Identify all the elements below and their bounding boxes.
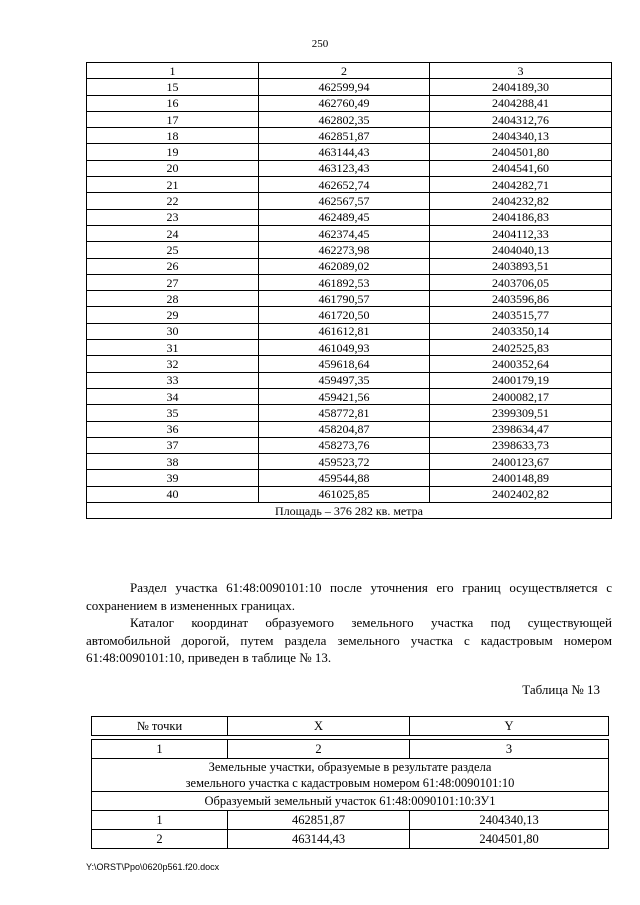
file-path-footer: Y:\ORST\Ppo\0620p561.f20.docx (86, 862, 220, 872)
table-cell: 2400179,19 (430, 372, 612, 388)
table-cell: 2404232,82 (430, 193, 612, 209)
table-cell: 2398633,73 (430, 437, 612, 453)
table-cell: 2404186,83 (430, 209, 612, 225)
table-cell: 34 (87, 388, 259, 404)
table-row (87, 437, 612, 453)
table-row (87, 372, 612, 388)
area-row (87, 503, 612, 519)
table-row (87, 421, 612, 437)
table-cell: 2400148,89 (430, 470, 612, 486)
table-cell: 28 (87, 291, 259, 307)
table-cell: 2404112,33 (430, 225, 612, 241)
table-row (87, 95, 612, 111)
table-cell: 461025,85 (259, 486, 430, 502)
table-cell: 462567,57 (259, 193, 430, 209)
header-cell-y: Y (410, 717, 609, 736)
table-cell: 2402402,82 (430, 486, 612, 502)
table-cell: 462599,94 (259, 79, 430, 95)
table-cell: 462851,87 (228, 811, 410, 830)
table-row (87, 128, 612, 144)
table-row (87, 307, 612, 323)
subsection-title-cell: Образуемый земельный участок 61:48:0090101:10:ЗУ1 (92, 792, 609, 811)
table-cell: 459497,35 (259, 372, 430, 388)
table-cell: 2404189,30 (430, 79, 612, 95)
table-cell: 461892,53 (259, 274, 430, 290)
table-row (87, 193, 612, 209)
subsection-title-row (92, 792, 609, 811)
table-cell: 24 (87, 225, 259, 241)
table-cell: 2404501,80 (410, 830, 609, 849)
header-cell: 2 (259, 63, 430, 79)
table-cell: 15 (87, 79, 259, 95)
table-cell: 2403596,86 (430, 291, 612, 307)
table-cell: 458772,81 (259, 405, 430, 421)
table-row (87, 356, 612, 372)
header-cell: 1 (87, 63, 259, 79)
area-cell: Площадь – 376 282 кв. метра (87, 503, 612, 519)
table-row (87, 291, 612, 307)
table-cell: 462489,45 (259, 209, 430, 225)
table-row (87, 323, 612, 339)
table-cell: 16 (87, 95, 259, 111)
table-cell: 462273,98 (259, 242, 430, 258)
page-number: 250 (311, 38, 329, 50)
table-row (92, 830, 609, 849)
table-cell: 2404340,13 (410, 811, 609, 830)
table-row (87, 258, 612, 274)
table-row (87, 144, 612, 160)
table-13 (91, 716, 609, 849)
header-cell: 3 (430, 63, 612, 79)
column-number-cell: 3 (410, 740, 609, 759)
paragraph-catalog: Каталог координат образуемого земельного участка под существующей автомобильной дорогой, путем раздела земельного участка с кадастровым номером 61:48:0090101:10, приведен в таблице № 13. (86, 615, 612, 665)
table-cell: 23 (87, 209, 259, 225)
table-cell: 462652,74 (259, 177, 430, 193)
table-cell: 462851,87 (259, 128, 430, 144)
paragraph-division: Раздел участка 61:48:0090101:10 после уточнения его границ осуществляется с сохранением в измененных границах. (86, 580, 612, 613)
table-cell: 461720,50 (259, 307, 430, 323)
table-cell: 459618,64 (259, 356, 430, 372)
table-cell: 459544,88 (259, 470, 430, 486)
coordinates-table (86, 62, 612, 519)
table-caption: Таблица № 13 (522, 682, 600, 697)
table-cell: 2399309,51 (430, 405, 612, 421)
table-cell: 2400123,67 (430, 454, 612, 470)
table-cell: 2402525,83 (430, 340, 612, 356)
table-row (87, 340, 612, 356)
table-cell: 29 (87, 307, 259, 323)
table-cell: 33 (87, 372, 259, 388)
table-header-row (87, 63, 612, 79)
table-row (87, 177, 612, 193)
table-cell: 462802,35 (259, 111, 430, 127)
table-row (87, 209, 612, 225)
table-row (87, 242, 612, 258)
table-row (92, 811, 609, 830)
table-cell: 35 (87, 405, 259, 421)
table-cell: 2403706,05 (430, 274, 612, 290)
table-cell: 2403350,14 (430, 323, 612, 339)
table-cell: 459421,56 (259, 388, 430, 404)
column-number-row (92, 740, 609, 759)
table-cell: 2398634,47 (430, 421, 612, 437)
table-cell: 36 (87, 421, 259, 437)
table-cell: 1 (92, 811, 228, 830)
table-cell: 462089,02 (259, 258, 430, 274)
table-header-row (92, 717, 609, 736)
table-cell: 38 (87, 454, 259, 470)
table-cell: 19 (87, 144, 259, 160)
table-cell: 463144,43 (228, 830, 410, 849)
table-cell: 31 (87, 340, 259, 356)
table-cell: 2400352,64 (430, 356, 612, 372)
section-title-line: земельного участка с кадастровым номером 61:48:0090101:10 (185, 776, 515, 790)
table-cell: 2404040,13 (430, 242, 612, 258)
table-cell: 18 (87, 128, 259, 144)
table-cell: 2400082,17 (430, 388, 612, 404)
table-row (87, 160, 612, 176)
table-cell: 462374,45 (259, 225, 430, 241)
table-cell: 2404288,41 (430, 95, 612, 111)
table-row (87, 388, 612, 404)
section-title-cell (92, 759, 609, 792)
table-row (87, 454, 612, 470)
table-row (87, 225, 612, 241)
table-row (87, 486, 612, 502)
table-row (87, 274, 612, 290)
table-cell: 22 (87, 193, 259, 209)
table-cell: 458273,76 (259, 437, 430, 453)
table-cell: 461049,93 (259, 340, 430, 356)
section-title-line: Земельные участки, образуемые в результате раздела (208, 760, 492, 774)
table-row (87, 79, 612, 95)
table-row (87, 470, 612, 486)
table-cell: 25 (87, 242, 259, 258)
table-row (87, 405, 612, 421)
table-cell: 459523,72 (259, 454, 430, 470)
table-cell: 26 (87, 258, 259, 274)
table-cell: 2404282,71 (430, 177, 612, 193)
header-cell-x: X (228, 717, 410, 736)
table-cell: 2403893,51 (430, 258, 612, 274)
section-title-row (92, 759, 609, 792)
table-cell: 30 (87, 323, 259, 339)
table-cell: 21 (87, 177, 259, 193)
table-cell: 462760,49 (259, 95, 430, 111)
table-cell: 458204,87 (259, 421, 430, 437)
table-cell: 20 (87, 160, 259, 176)
table-cell: 39 (87, 470, 259, 486)
table-cell: 2404501,80 (430, 144, 612, 160)
table-cell: 2403515,77 (430, 307, 612, 323)
table-cell: 461790,57 (259, 291, 430, 307)
table-cell: 37 (87, 437, 259, 453)
table-cell: 461612,81 (259, 323, 430, 339)
table-cell: 463144,43 (259, 144, 430, 160)
table-cell: 40 (87, 486, 259, 502)
table-cell: 2404541,60 (430, 160, 612, 176)
column-number-cell: 1 (92, 740, 228, 759)
table-cell: 17 (87, 111, 259, 127)
table-cell: 2404312,76 (430, 111, 612, 127)
table-cell: 2404340,13 (430, 128, 612, 144)
table-cell: 27 (87, 274, 259, 290)
table-cell: 463123,43 (259, 160, 430, 176)
column-number-cell: 2 (228, 740, 410, 759)
header-cell-point-number: № точки (92, 717, 228, 736)
table-cell: 32 (87, 356, 259, 372)
table-row (87, 111, 612, 127)
table-cell: 2 (92, 830, 228, 849)
